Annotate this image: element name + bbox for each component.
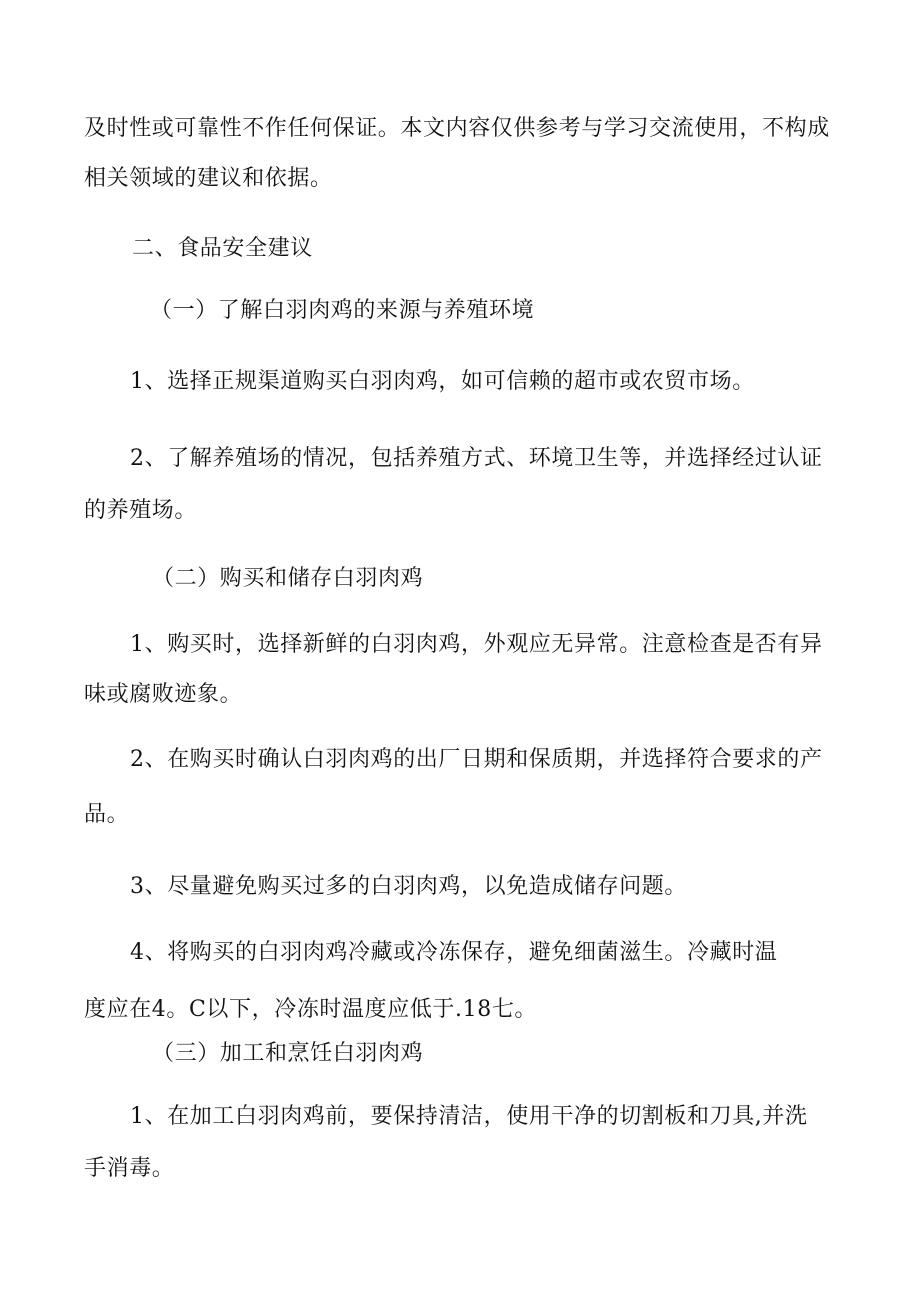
subsection-heading: （三）加工和烹饪白羽肉鸡 [152,1041,424,1066]
list-item: 1、选择正规渠道购买白羽肉鸡，如可信赖的超市或农贸市场。 [130,369,755,394]
list-item: 1、在加工白羽肉鸡前，要保持清洁，使用干净的切割板和刀具,并洗 [130,1104,808,1129]
list-item-continuation: 度应在4。C以下，冷冻时温度应低于.18七。 [84,997,538,1022]
list-item: 4、将购买的白羽肉鸡冷藏或冷冻保存，避免细菌滋生。冷藏时温 [130,940,778,965]
paragraph-line: 相关领域的建议和依据。 [84,166,333,191]
list-item-continuation: 的养殖场。 [84,498,198,523]
list-item: 2、在购买时确认白羽肉鸡的出厂日期和保质期，并选择符合要求的产 [130,747,823,772]
list-item-continuation: 品。 [84,802,130,827]
subsection-heading: （二）购买和储存白羽肉鸡 [152,566,424,591]
section-heading: 二、食品安全建议 [132,236,313,261]
list-item: 2、了解养殖场的情况，包括养殖方式、环境卫生等，并选择经过认证 [130,446,823,471]
list-item: 3、尽量避免购买过多的白羽肉鸡，以免造成储存问题。 [130,874,687,899]
subsection-heading: （一）了解白羽肉鸡的来源与养殖环境 [150,298,535,323]
list-item: 1、购买时，选择新鲜的白羽肉鸡，外观应无异常。注意检查是否有异 [130,632,823,657]
paragraph-line: 及时性或可靠性不作任何保证。本文内容仅供参考与学习交流使用，不构成 [84,116,830,141]
list-item-continuation: 手消毒。 [84,1156,175,1181]
list-item-continuation: 味或腐败迹象。 [84,682,243,707]
